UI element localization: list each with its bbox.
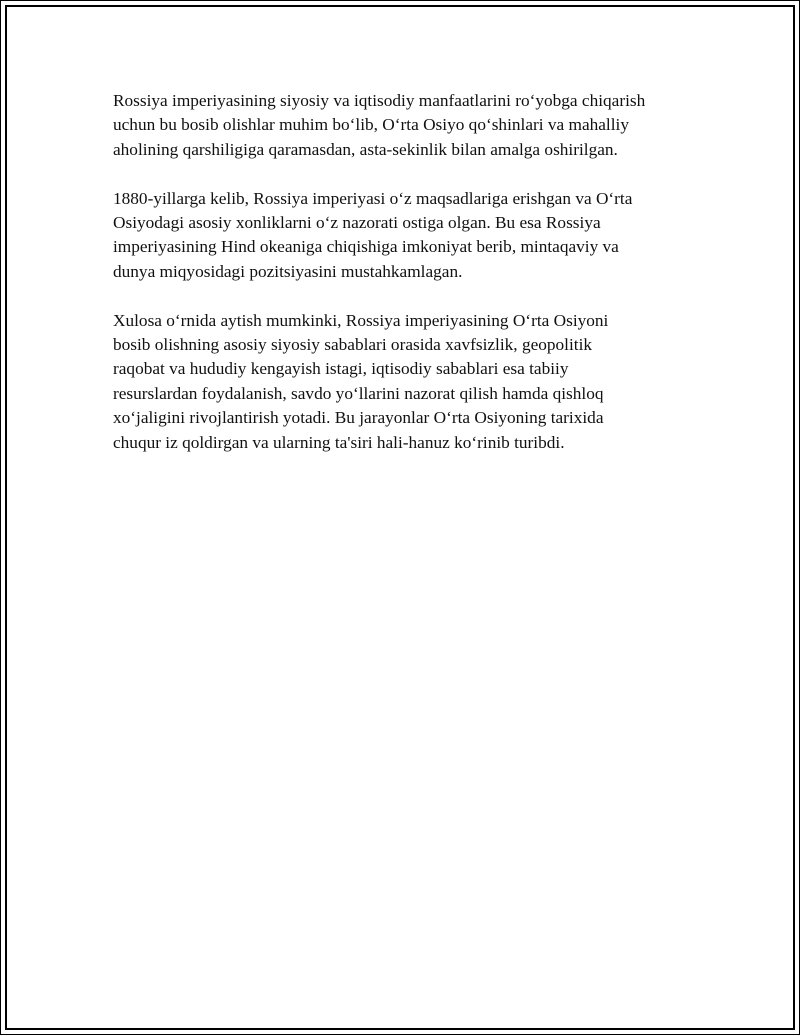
paragraph-1 (113, 89, 693, 162)
text-line: resurslardan foydalanish, savdo yo‘llarini nazorat qilish hamda qishloq (113, 383, 604, 403)
paragraph-3 (113, 309, 693, 455)
text-line: 1880-yillarga kelib, Rossiya imperiyasi o‘z maqsadlariga erishgan va O‘rta (113, 188, 633, 208)
text-line: xo‘jaligini rivojlantirish yotadi. Bu jarayonlar O‘rta Osiyoning tarixida (113, 408, 604, 428)
text-line: Xulosa o‘rnida aytish mumkinki, Rossiya imperiyasining O‘rta Osiyoni (113, 310, 609, 330)
text-line: Rossiya imperiyasining siyosiy va iqtisodiy manfaatlarini ro‘yobga chiqarish (113, 91, 646, 110)
text-line: bosib olishning asosiy siyosiy sabablari orasida xavfsizlik, geopolitik (113, 335, 593, 355)
text-line: imperiyasining Hind okeaniga chiqishiga imkoniyat berib, mintaqaviy va (113, 237, 619, 257)
paragraph-2 (113, 187, 693, 285)
text-line: chuqur iz qoldirgan va ularning ta'siri hali-hanuz ko‘rinib turibdi. (113, 432, 565, 452)
text-line: uchun bu bosib olishlar muhim bo‘lib, O‘rta Osiyo qo‘shinlari va mahalliy (113, 115, 629, 135)
text-line: aholining qarshiligiga qaramasdan, asta-sekinlik bilan amalga oshirilgan. (113, 139, 618, 159)
text-line: Osiyodagi asosiy xonliklarni o‘z nazorati ostiga olgan. Bu esa Rossiya (113, 213, 601, 233)
document-body (113, 89, 693, 479)
text-line: dunya miqyosidagi pozitsiyasini mustahkamlagan. (113, 261, 463, 281)
text-line: raqobat va hududiy kengayish istagi, iqtisodiy sabablari esa tabiiy (113, 359, 569, 379)
